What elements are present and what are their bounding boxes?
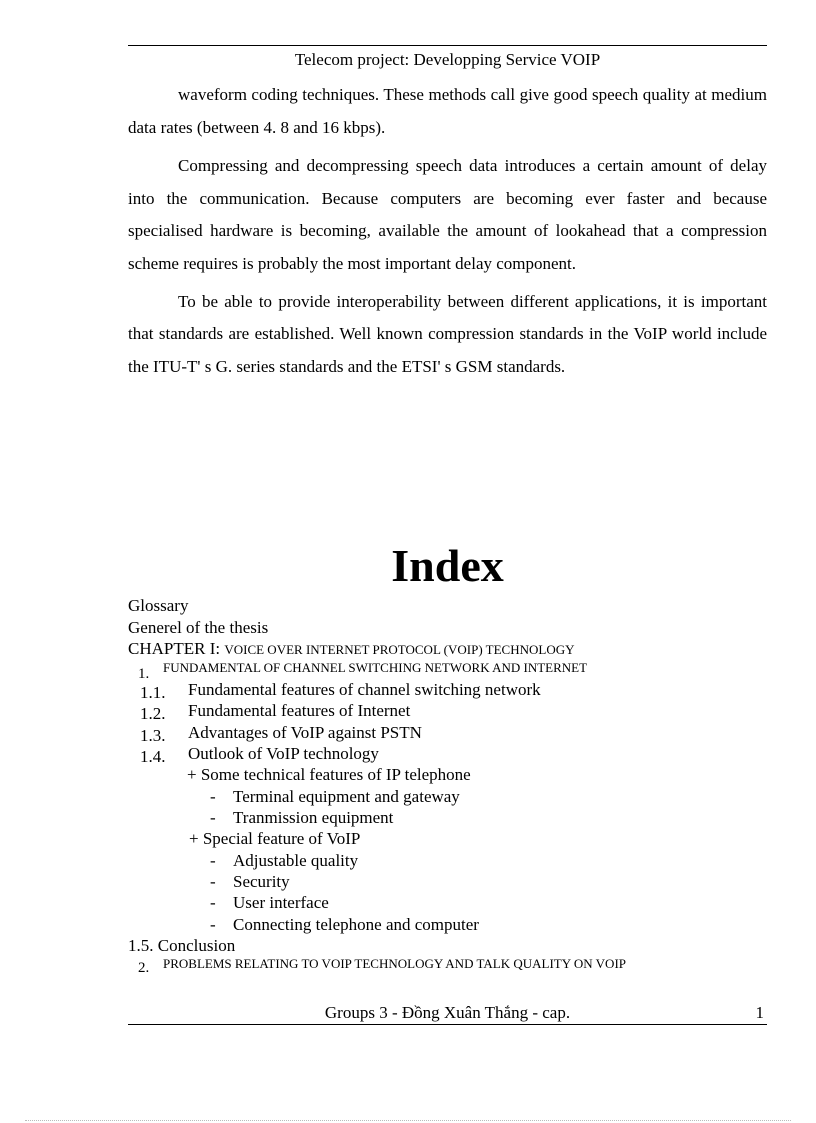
section-number: 2.	[138, 960, 150, 976]
bullet-text: User interface	[233, 893, 329, 912]
page-boundary	[25, 1120, 791, 1121]
dash-bullet: -	[210, 787, 216, 806]
body-paragraph: waveform coding techniques. These methods call give good speech quality at medium data rates (between 4. 8 and 16 kbps).	[128, 85, 767, 137]
dash-bullet: -	[210, 915, 216, 934]
bullet-text: Security	[233, 872, 290, 891]
bullet-text: Terminal equipment and gateway	[233, 787, 460, 806]
toc-glossary: Glossary	[128, 596, 189, 615]
body-paragraph: To be able to provide interoperability between different applications, it is important that standards are established. Well known compression standards in the VoIP world include the ITU-T' s G. series standards and the ETSI' s GSM standards.	[128, 291, 767, 376]
section-title: FUNDAMENTAL OF CHANNEL SWITCHING NETWORK AND INTERNET	[163, 660, 588, 675]
subsection-title: Outlook of VoIP technology	[188, 744, 379, 763]
dash-bullet: -	[210, 893, 216, 912]
header-title: Telecom project: Developping Service VOIP	[294, 50, 601, 69]
bullet-text: Tranmission equipment	[233, 808, 394, 827]
section-title: PROBLEMS RELATING TO VOIP TECHNOLOGY AND TALK QUALITY ON VOIP	[163, 956, 626, 971]
subsection-number: 1.3.	[140, 726, 166, 745]
toc-plus-heading: + Special feature of VoIP	[189, 829, 361, 848]
dash-bullet: -	[210, 872, 216, 891]
chapter-label: CHAPTER I:	[128, 639, 221, 658]
page-number: 1	[755, 1003, 764, 1022]
dash-bullet: -	[210, 851, 216, 870]
subsection-number: 1.1.	[140, 683, 166, 702]
subsection-number: 1.4.	[140, 747, 166, 766]
toc-chapter-1	[128, 639, 575, 659]
section-number: 1.	[138, 666, 150, 682]
toc-conclusion: 1.5. Conclusion	[128, 936, 236, 955]
subsection-title: Advantages of VoIP against PSTN	[188, 723, 422, 742]
body-text	[128, 79, 767, 388]
chapter-title: VOICE OVER INTERNET PROTOCOL (VOIP) TECHNOLOGY	[224, 642, 575, 657]
bullet-text: Connecting telephone and computer	[233, 915, 479, 934]
bullet-text: Adjustable quality	[233, 851, 359, 870]
page-footer	[128, 1003, 767, 1025]
toc-general: Generel of the thesis	[128, 618, 269, 637]
subsection-title: Fundamental features of Internet	[188, 701, 411, 720]
header-rule	[128, 45, 767, 46]
subsection-number: 1.2.	[140, 704, 166, 723]
footer-text: Groups 3 - Đồng Xuân Thắng - cap.	[324, 1003, 571, 1022]
body-paragraph: Compressing and decompressing speech data introduces a certain amount of delay into the communication. Because computers are becoming ever faster and because specialised hardware is becoming, available the amount of lookahead that a compression scheme requires is probably the most important delay component.	[128, 156, 767, 273]
footer-rule	[128, 1024, 767, 1025]
index-title: Index	[391, 540, 504, 591]
dash-bullet: -	[210, 808, 216, 827]
toc-plus-heading: + Some technical features of IP telephone	[187, 765, 471, 784]
subsection-title: Fundamental features of channel switching network	[188, 680, 541, 699]
